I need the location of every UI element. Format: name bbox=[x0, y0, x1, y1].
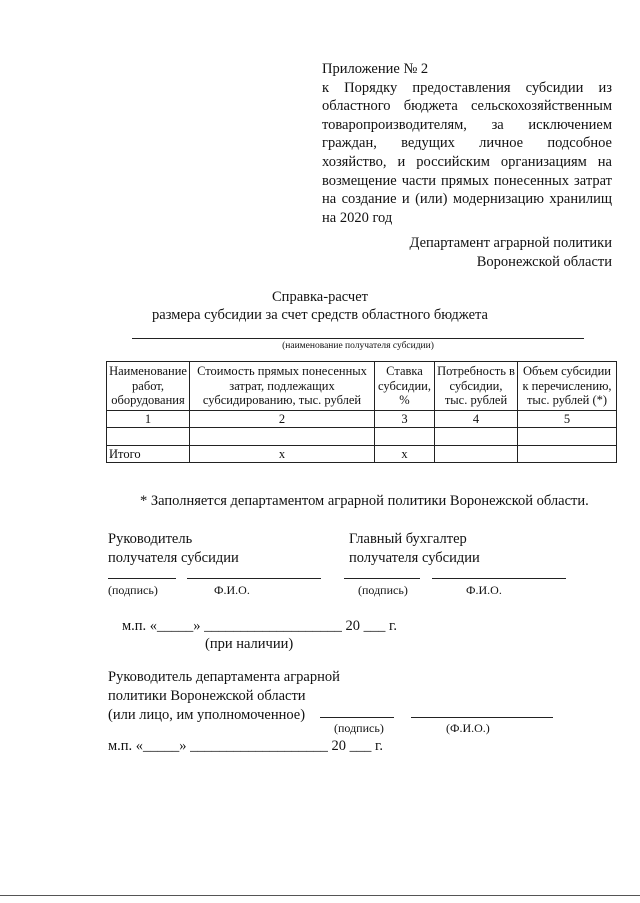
stamp-line: м.п. «_____» ___________________ 20 ___ г. bbox=[122, 618, 397, 634]
table-cell: 5 bbox=[518, 411, 617, 428]
dept-head-name-line bbox=[411, 717, 553, 718]
head-sign-line bbox=[108, 578, 176, 579]
dept-head-sign-caption: (подпись) bbox=[334, 721, 384, 735]
recipient-caption: (наименование получателя субсидии) bbox=[282, 341, 434, 351]
appendix-title: Приложение № 2 bbox=[322, 61, 429, 77]
table-header-cell: Потребность в субсидии, тыс. рублей bbox=[435, 362, 518, 411]
table-cell bbox=[518, 446, 617, 463]
subsidy-table bbox=[106, 361, 617, 463]
table-header-cell: Ставка субсидии, % bbox=[375, 362, 435, 411]
table-cell: 1 bbox=[107, 411, 190, 428]
page-bottom-rule bbox=[0, 895, 640, 896]
table-cell bbox=[375, 428, 435, 446]
accountant-sign-line bbox=[344, 578, 420, 579]
document-title: Справка-расчет bbox=[272, 289, 368, 305]
document-subtitle: размера субсидии за счет средств областного бюджета bbox=[152, 307, 488, 323]
table-cell: x bbox=[375, 446, 435, 463]
table-cell: Итого bbox=[107, 446, 190, 463]
appendix-block bbox=[322, 60, 612, 227]
table-cell bbox=[435, 446, 518, 463]
accountant-line-2: получателя субсидии bbox=[349, 550, 480, 566]
table-cell bbox=[190, 428, 375, 446]
table-header-cell: Наименование работ, оборудования bbox=[107, 362, 190, 411]
table-header-row bbox=[107, 362, 617, 411]
accountant-label bbox=[349, 530, 480, 568]
head-name-caption: Ф.И.О. bbox=[214, 583, 250, 597]
accountant-name-line bbox=[432, 578, 566, 579]
footnote: * Заполняется департаментом аграрной политики Воронежской области. bbox=[140, 493, 589, 509]
dept-head-line-2: политики Воронежской области bbox=[108, 688, 306, 704]
dept-head-label bbox=[108, 668, 340, 725]
accountant-name-caption: Ф.И.О. bbox=[466, 583, 502, 597]
table-cell bbox=[435, 428, 518, 446]
department-block bbox=[410, 234, 612, 272]
table-cell: x bbox=[190, 446, 375, 463]
table-row bbox=[107, 428, 617, 446]
head-line-2: получателя субсидии bbox=[108, 550, 239, 566]
table-cell: 4 bbox=[435, 411, 518, 428]
table-cell: 2 bbox=[190, 411, 375, 428]
head-name-line bbox=[187, 578, 321, 579]
dept-head-line-3: (или лицо, им уполномоченное) bbox=[108, 707, 306, 723]
table-cell: 3 bbox=[375, 411, 435, 428]
table-cell bbox=[518, 428, 617, 446]
if-any-note: (при наличии) bbox=[205, 636, 294, 652]
head-sign-caption: (подпись) bbox=[108, 583, 158, 597]
department-line-1: Департамент аграрной политики bbox=[409, 235, 612, 251]
accountant-line-1: Главный бухгалтер bbox=[349, 531, 467, 547]
dept-stamp-line: м.п. «_____» ___________________ 20 ___ г. bbox=[108, 738, 383, 754]
dept-head-line-1: Руководитель департамента аграрной bbox=[108, 669, 340, 685]
dept-head-sign-line bbox=[320, 717, 394, 718]
table-number-row bbox=[107, 411, 617, 428]
table-total-row bbox=[107, 446, 617, 463]
table-header-cell: Объем субсидии к перечислению, тыс. рублей (*) bbox=[518, 362, 617, 411]
dept-head-name-caption: (Ф.И.О.) bbox=[446, 721, 490, 735]
head-line-1: Руководитель bbox=[108, 531, 193, 547]
appendix-text: к Порядку предоставления субсидии из областного бюджета сельскохозяйственным товаропроизводителям, за исключением граждан, ведущих личное подсобное хозяйство, и российским организациям на возмещение части прямых понесенных затрат на создание и (или) модернизацию хранилищ на 2020 год bbox=[322, 79, 612, 226]
table-header-cell: Стоимость прямых понесенных затрат, подлежащих субсидированию, тыс. рублей bbox=[190, 362, 375, 411]
table-cell bbox=[107, 428, 190, 446]
recipient-name-line bbox=[132, 338, 584, 339]
head-label bbox=[108, 530, 239, 568]
department-line-2: Воронежской области bbox=[476, 254, 612, 270]
accountant-sign-caption: (подпись) bbox=[358, 583, 408, 597]
